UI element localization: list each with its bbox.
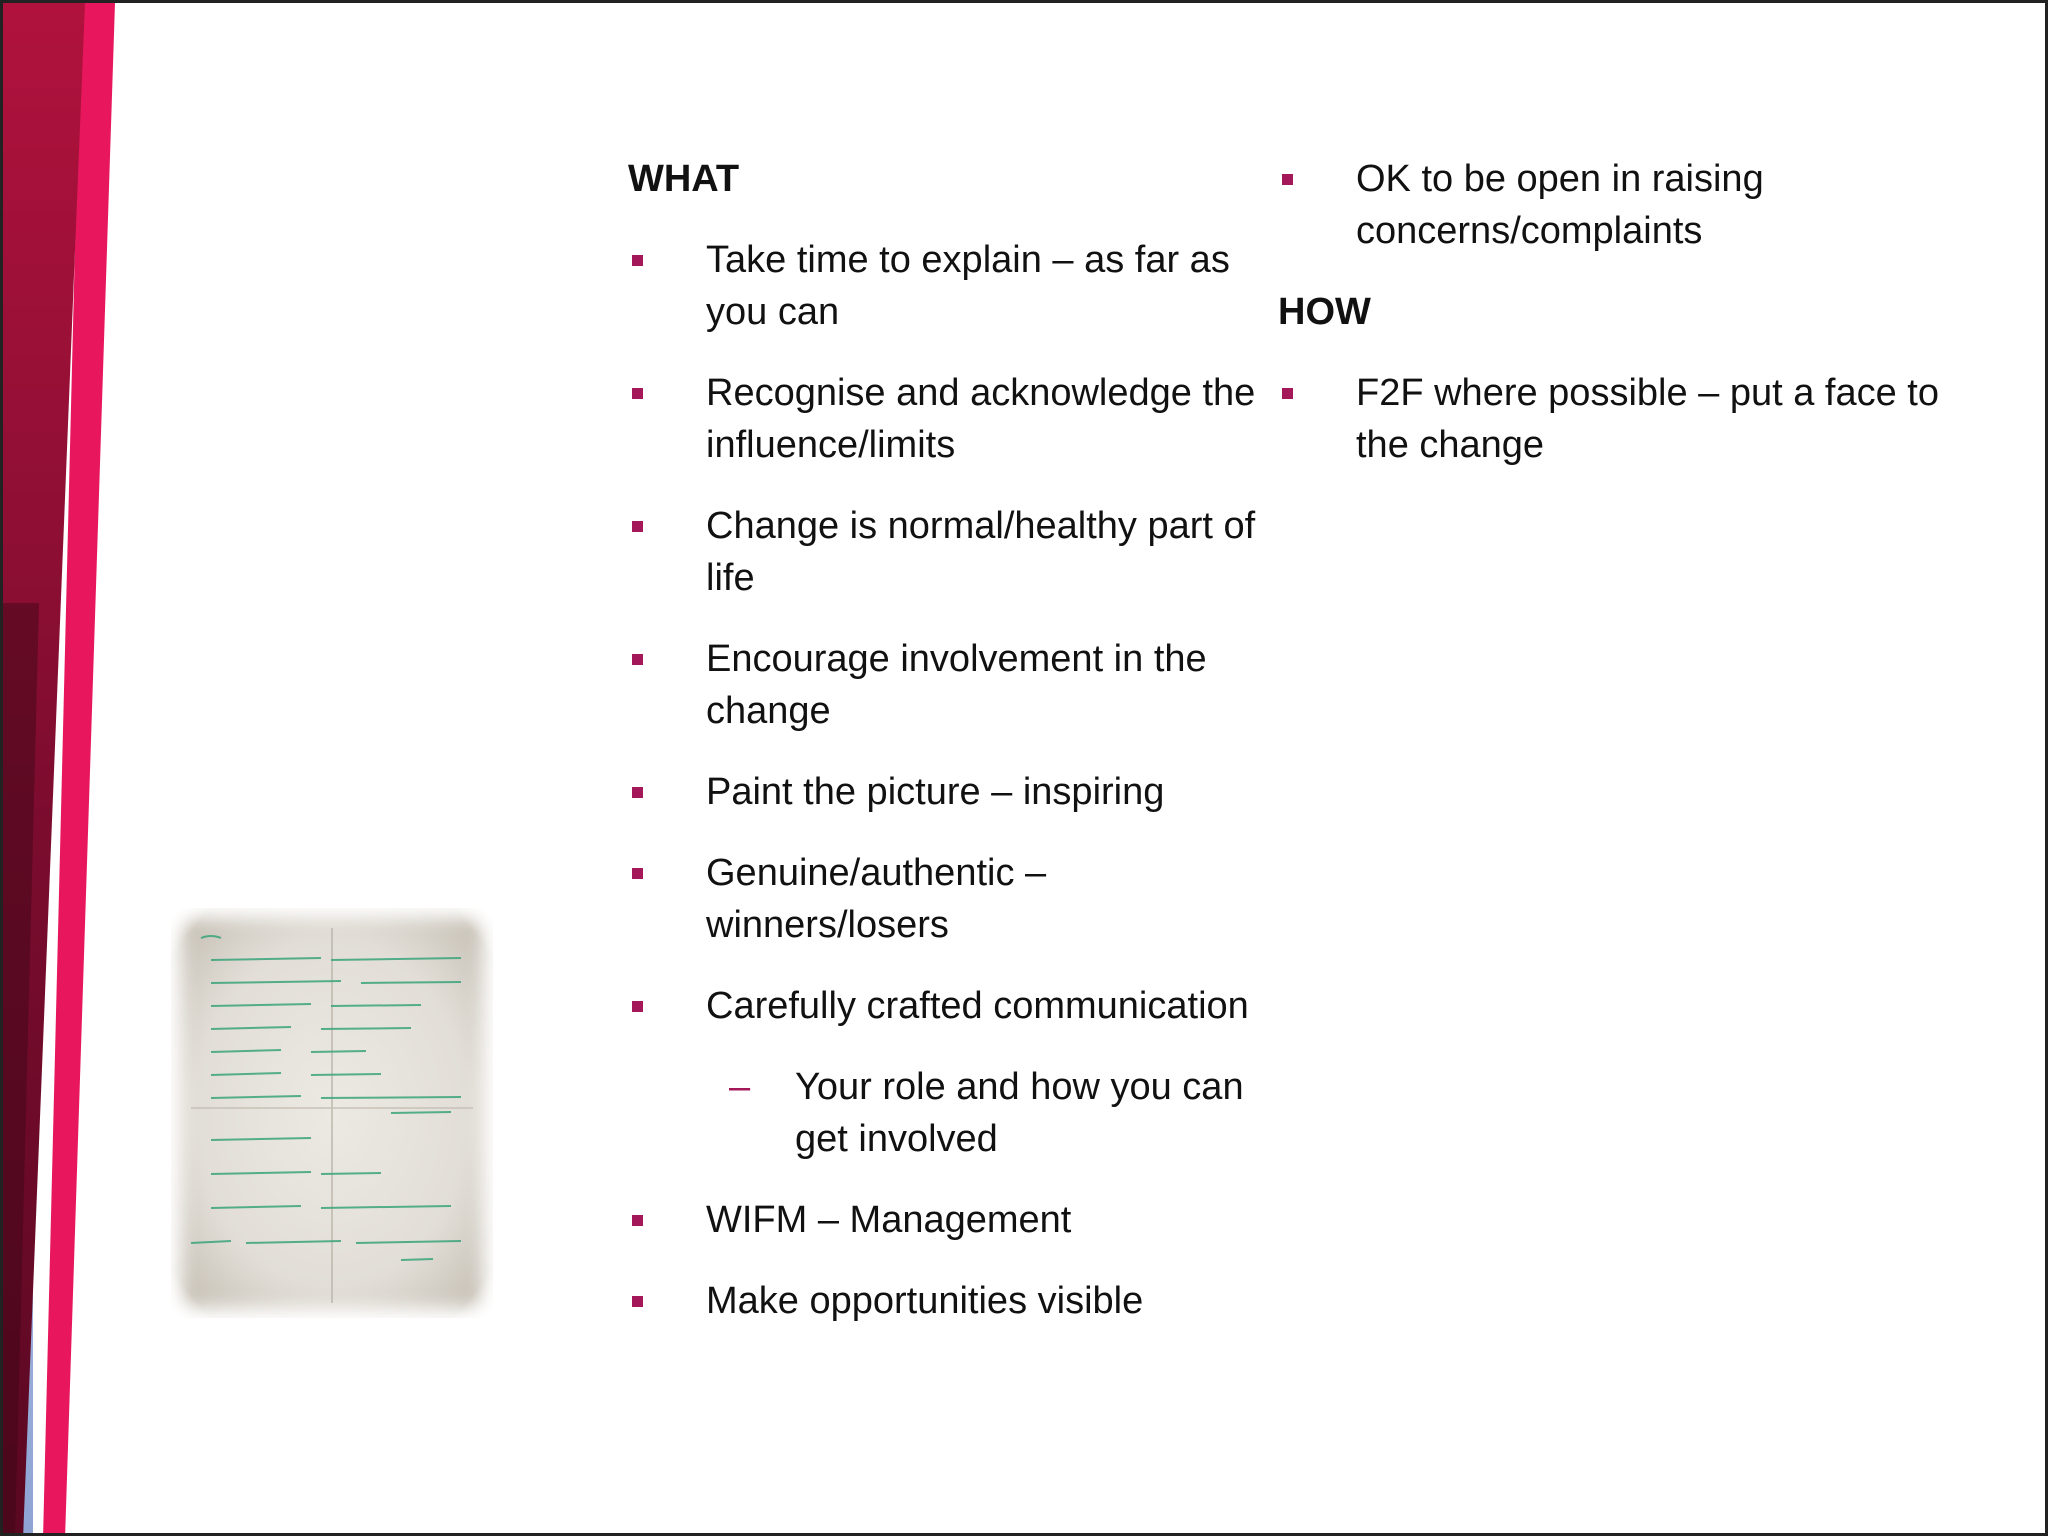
list-item-text: Genuine/authentic – winners/losers bbox=[706, 852, 1047, 946]
list-item-text: OK to be open in raising concerns/complaints bbox=[1356, 158, 1764, 252]
list-item-text: Encourage involvement in the change bbox=[706, 638, 1207, 732]
bullet-square-icon bbox=[632, 1001, 643, 1012]
bullet-square-icon bbox=[632, 868, 643, 879]
list-item-text: Recognise and acknowledge the influence/limits bbox=[706, 372, 1256, 466]
list-item bbox=[628, 500, 1278, 604]
sub-list-item-text: Your role and how you can get involved bbox=[795, 1066, 1244, 1160]
left-decorative-band bbox=[3, 3, 123, 1536]
flipchart-photo-icon bbox=[171, 908, 493, 1318]
bullet-square-icon bbox=[1282, 174, 1293, 185]
list-item bbox=[628, 1194, 1278, 1246]
sub-list-item bbox=[628, 1061, 1278, 1165]
list-item-text: Take time to explain – as far as you can bbox=[706, 239, 1230, 333]
bullet-square-icon bbox=[1282, 388, 1293, 399]
bullet-square-icon bbox=[632, 388, 643, 399]
list-item-text: F2F where possible – put a face to the change bbox=[1356, 372, 1939, 466]
list-item bbox=[1278, 367, 1958, 471]
list-item-text: WIFM – Management bbox=[706, 1199, 1072, 1241]
list-item bbox=[628, 766, 1278, 818]
bullet-square-icon bbox=[632, 1296, 643, 1307]
how-column bbox=[1278, 153, 1958, 500]
what-column bbox=[628, 153, 1278, 1356]
flipchart-photo bbox=[171, 908, 493, 1318]
dash-bullet-icon: – bbox=[729, 1066, 751, 1108]
list-item bbox=[628, 847, 1278, 951]
list-item bbox=[628, 633, 1278, 737]
list-item-text: Paint the picture – inspiring bbox=[706, 771, 1165, 813]
list-item bbox=[1278, 153, 1958, 257]
list-item-text: Carefully crafted communication bbox=[706, 985, 1249, 1027]
list-item bbox=[628, 234, 1278, 338]
bullet-square-icon bbox=[632, 787, 643, 798]
list-item bbox=[628, 980, 1278, 1032]
bullet-square-icon bbox=[632, 255, 643, 266]
bullet-square-icon bbox=[632, 521, 643, 532]
list-item bbox=[628, 1275, 1278, 1327]
list-item-text: Make opportunities visible bbox=[706, 1280, 1144, 1322]
list-item bbox=[628, 367, 1278, 471]
bullet-square-icon bbox=[632, 1215, 643, 1226]
list-item-text: Change is normal/healthy part of life bbox=[706, 505, 1256, 599]
what-heading: WHAT bbox=[628, 158, 740, 200]
how-heading: HOW bbox=[1278, 291, 1371, 333]
bullet-square-icon bbox=[632, 654, 643, 665]
